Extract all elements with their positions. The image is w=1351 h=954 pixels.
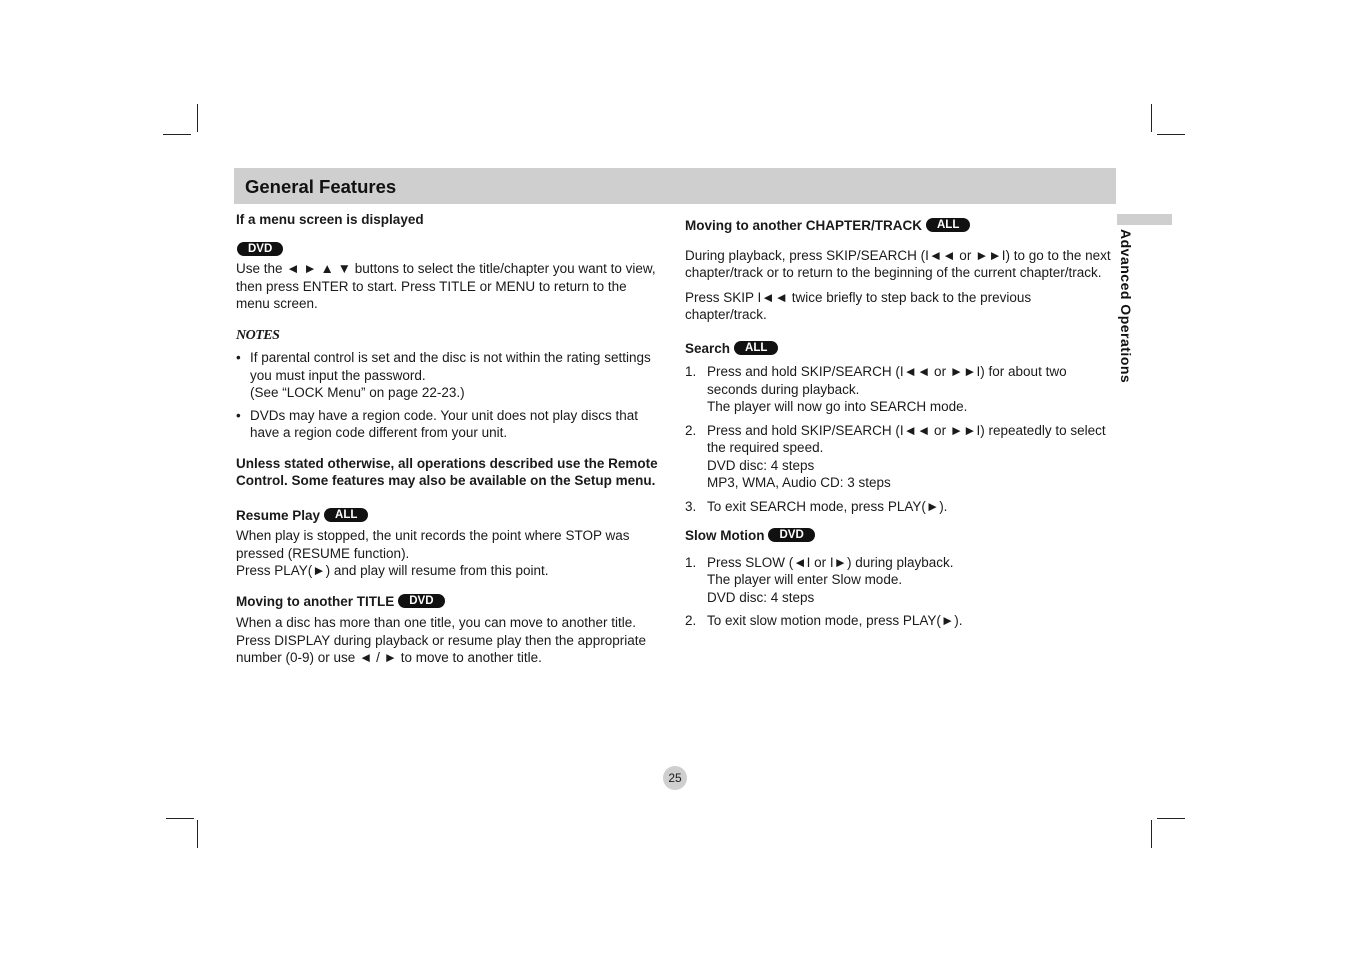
notes-list xyxy=(236,349,664,442)
crop-mark xyxy=(197,820,198,848)
crop-mark xyxy=(163,134,191,135)
page-number: 25 xyxy=(663,766,687,790)
note-item: • If parental control is set and the disc is not within the rating settings you must input the password. (See “LOCK Menu” on page 22-23.) xyxy=(236,349,664,402)
title-heading-row xyxy=(236,593,664,611)
crop-mark xyxy=(1151,820,1152,848)
dvd-badge: DVD xyxy=(768,528,814,542)
page-title: General Features xyxy=(245,176,397,197)
title-heading: Moving to another TITLE xyxy=(236,593,395,609)
slow-steps xyxy=(685,554,1113,630)
list-item: 2. Press and hold SKIP/SEARCH (I◄◄ or ►►I) repeatedly to select the required speed. DVD disc: 4 steps MP3, WMA, Audio CD: 3 steps xyxy=(685,422,1106,490)
slow-heading: Slow Motion xyxy=(685,528,765,543)
note-item: • DVDs may have a region code. Your unit does not play discs that have a region code different from your unit. xyxy=(236,407,664,442)
menu-text: Use the ◄ ► ▲ ▼ buttons to select the title/chapter you want to view, then press ENTER to start. Press TITLE or MENU to return to the menu screen. xyxy=(236,261,656,311)
all-badge: ALL xyxy=(324,508,368,522)
crop-mark xyxy=(197,104,198,132)
chapter-heading-row xyxy=(685,217,1113,235)
side-tab-label: Advanced Operations xyxy=(1118,229,1134,384)
section-header xyxy=(234,168,1116,204)
dvd-badge: DVD xyxy=(237,242,283,256)
search-heading-row xyxy=(685,340,1113,358)
chapter-text-2: Press SKIP I◄◄ twice briefly to step back to the previous chapter/track. xyxy=(685,289,1032,322)
menu-heading: If a menu screen is displayed xyxy=(236,212,424,227)
chapter-heading: Moving to another CHAPTER/TRACK xyxy=(685,218,922,233)
resume-text-2: Press PLAY(►) and play will resume from this point. xyxy=(236,563,549,578)
crop-mark xyxy=(1157,818,1185,819)
search-heading: Search xyxy=(685,340,731,356)
resume-text: When play is stopped, the unit records the point where STOP was pressed (RESUME function). xyxy=(236,528,630,561)
list-item: 2. To exit slow motion mode, press PLAY(►). xyxy=(685,613,963,628)
list-item: 1. Press and hold SKIP/SEARCH (I◄◄ or ►►I) for about two seconds during playback. The player will now go into SEARCH mode. xyxy=(685,364,1067,414)
list-item: 1. Press SLOW (◄I or I►) during playback. The player will enter Slow mode. DVD disc: 4 steps xyxy=(685,554,954,605)
all-badge: ALL xyxy=(734,341,778,355)
dvd-badge: DVD xyxy=(398,594,444,608)
resume-heading-row xyxy=(236,507,664,525)
list-item: 3. To exit SEARCH mode, press PLAY(►). xyxy=(685,498,948,514)
left-column xyxy=(236,211,664,667)
search-steps xyxy=(685,363,1113,515)
resume-heading: Resume Play xyxy=(236,507,321,523)
title-text: When a disc has more than one title, you can move to another title. Press DISPLAY during playback or resume play then the appropriate number (0-9) or use ◄ / ► to move to another title. xyxy=(236,615,646,665)
chapter-text: During playback, press SKIP/SEARCH (I◄◄ or ►►I) to go to the next chapter/track or to return to the beginning of the current chapter/track. xyxy=(685,247,1111,280)
right-column xyxy=(685,217,1113,630)
remote-control-statement: Unless stated otherwise, all operations described use the Remote Control. Some features may also be available on the Setup menu. xyxy=(236,455,658,488)
all-badge: ALL xyxy=(926,218,970,232)
crop-mark xyxy=(1151,104,1152,132)
side-tab-bar xyxy=(1117,214,1172,225)
crop-mark xyxy=(166,818,194,819)
crop-mark xyxy=(1157,134,1185,135)
slow-heading-row xyxy=(685,527,1113,545)
notes-title: NOTES xyxy=(236,327,280,343)
